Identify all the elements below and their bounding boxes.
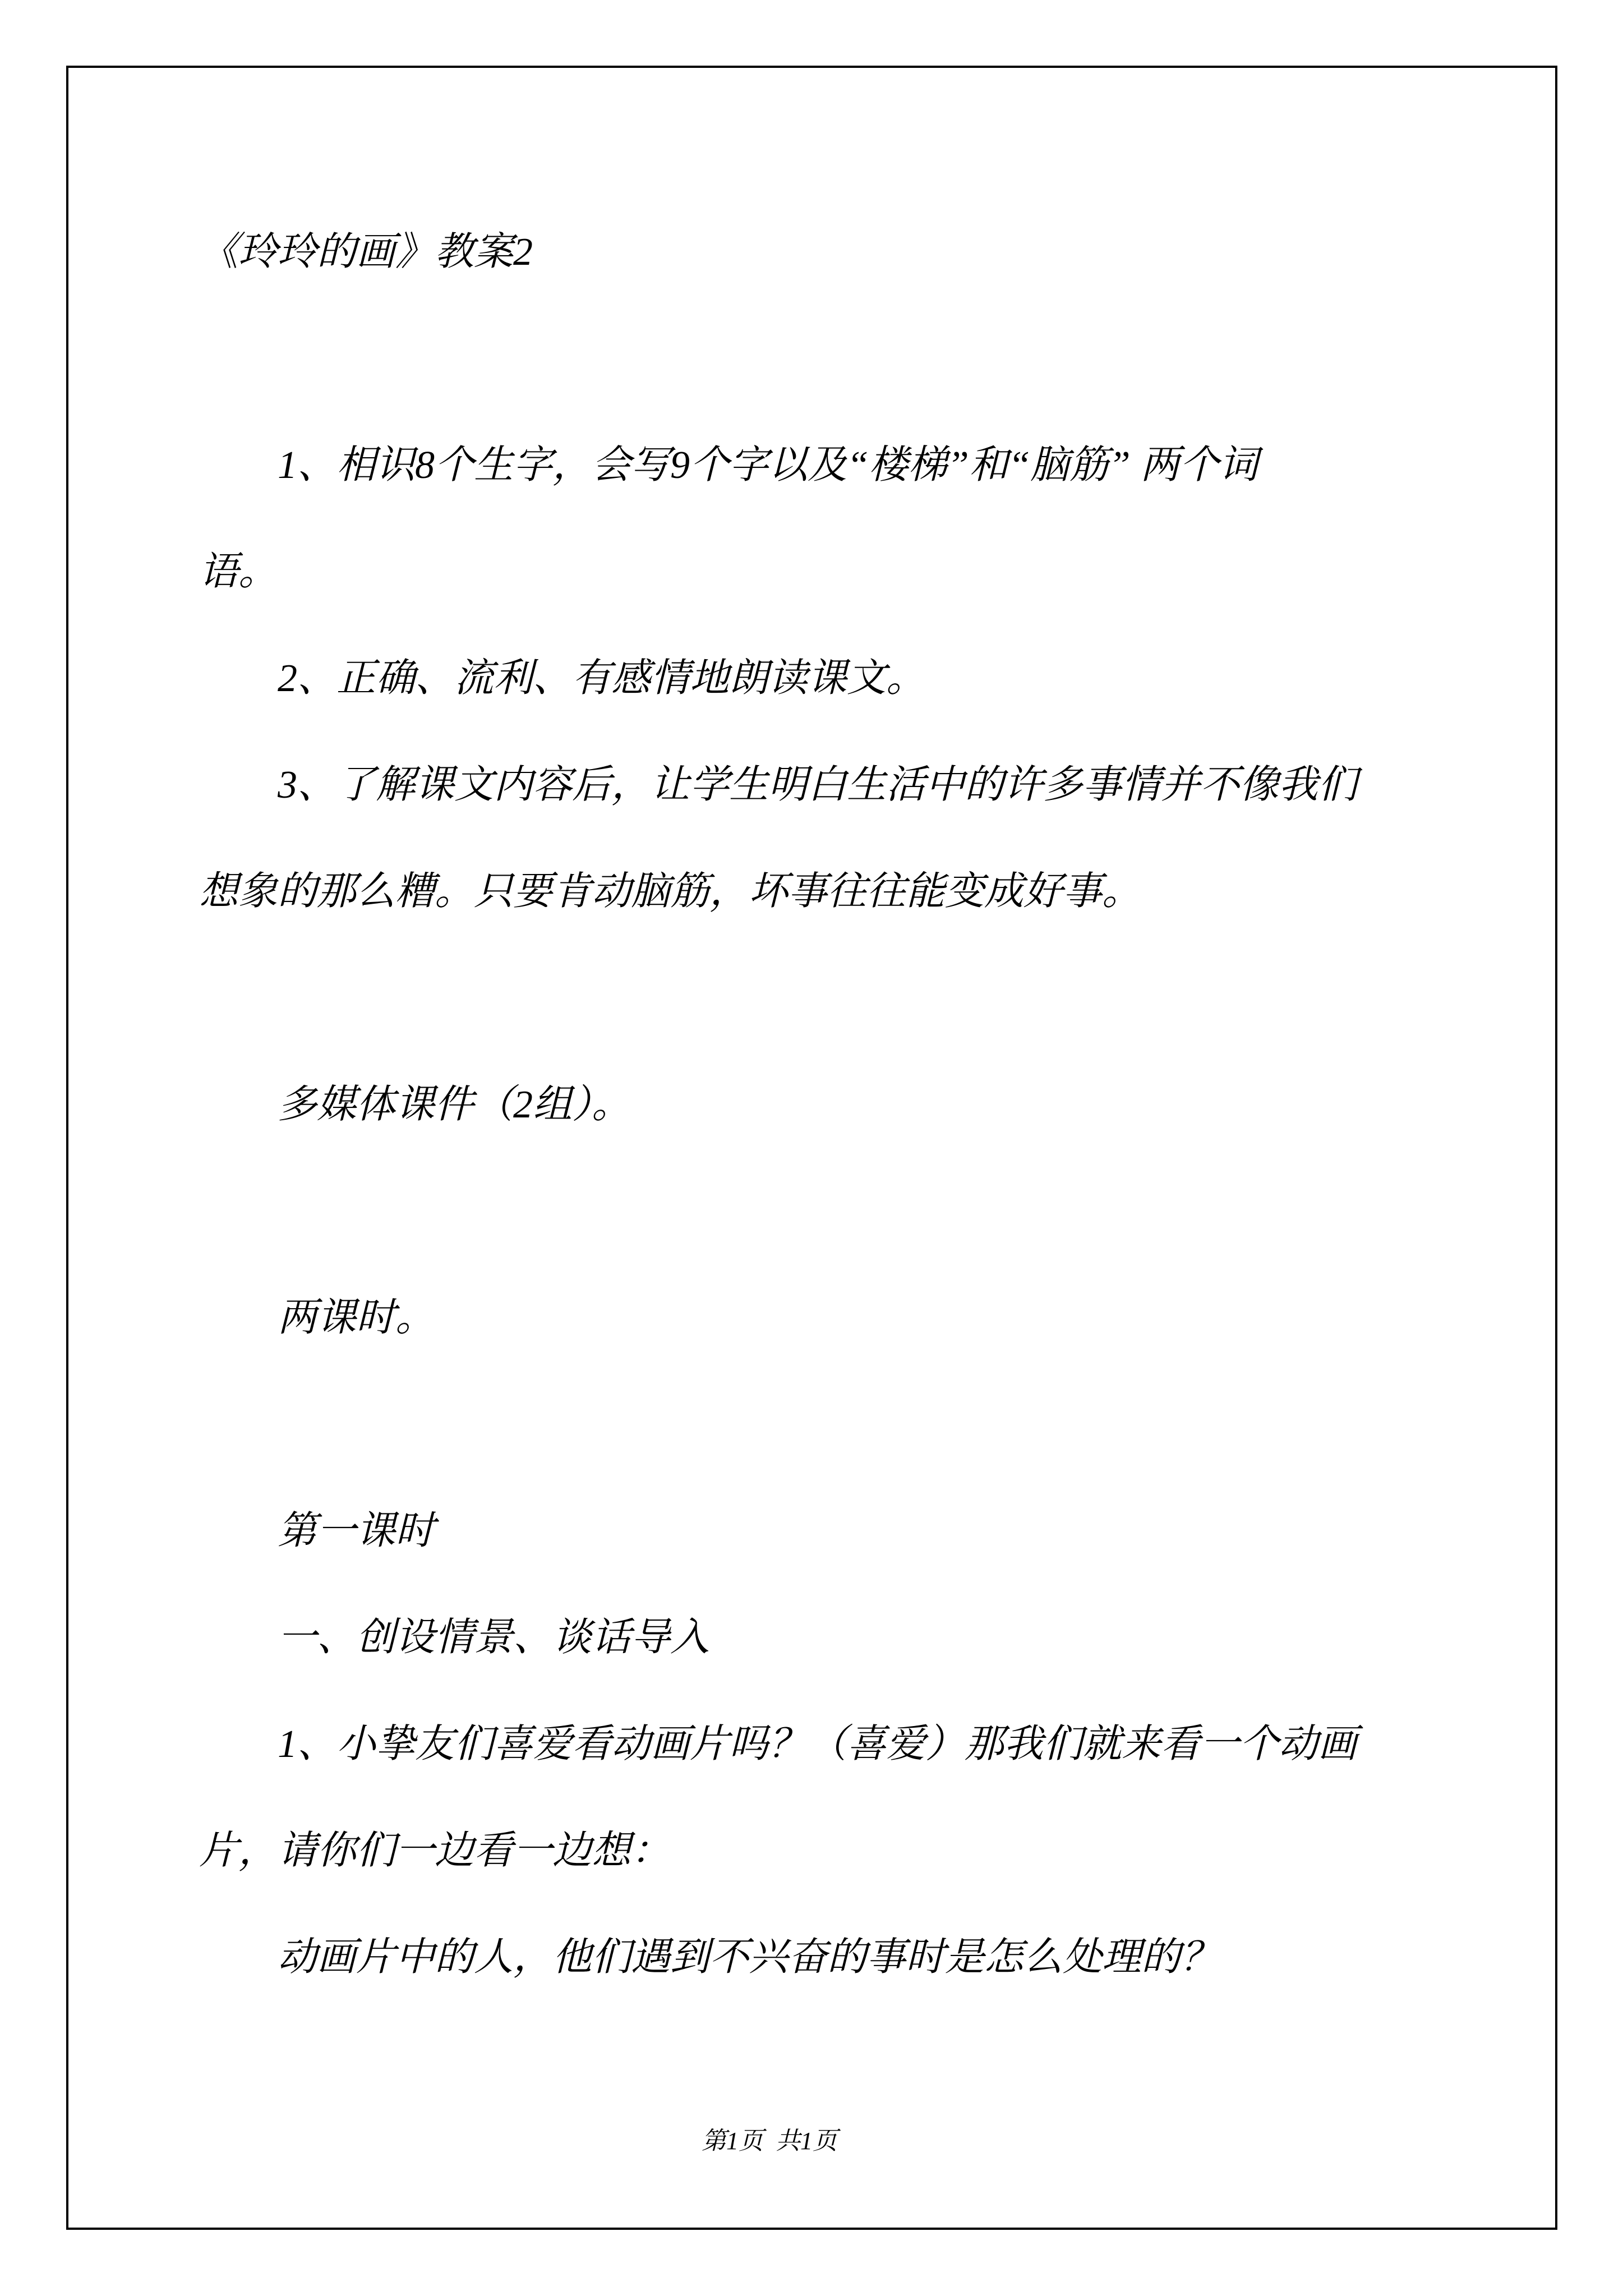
- text-line: 一、创设情景、谈话导入: [278, 1616, 709, 1659]
- text-line: 想象的那么糟。只要肯动脑筋，坏事往往能变成好事。: [199, 870, 1141, 913]
- text-line: 多媒体课件（2组）。: [278, 1083, 631, 1126]
- text-line: 两课时。: [278, 1296, 435, 1340]
- text-line: 动画片中的人，他们遇到不兴奋的事时是怎么处理的？: [278, 1936, 1220, 1979]
- text-line: 第一课时: [278, 1510, 435, 1553]
- text-line: 语。: [199, 550, 278, 593]
- text-line: 1、相识8个生字，会写9个字以及“楼梯”和“脑筋” 两个词: [278, 444, 1258, 487]
- text-line: 2、正确、流利、有感情地朗读课文。: [278, 657, 925, 700]
- document-body: [199, 199, 1489, 2011]
- blank-line: [199, 306, 1489, 412]
- blank-line: [199, 1372, 1489, 1478]
- blank-line: [199, 1158, 1489, 1265]
- text-line: 3、了解课文内容后，让学生明白生活中的许多事情并不像我们: [278, 763, 1357, 807]
- text-line: 1、小挚友们喜爱看动画片吗？（喜爱）那我们就来看一个动画: [278, 1723, 1357, 1766]
- text-line: 《玲玲的画》教案2: [199, 231, 533, 274]
- blank-line: [199, 945, 1489, 1052]
- page-footer: 第1页 共1页: [702, 2127, 837, 2155]
- text-line: 片，请你们一边看一边想：: [199, 1829, 670, 1872]
